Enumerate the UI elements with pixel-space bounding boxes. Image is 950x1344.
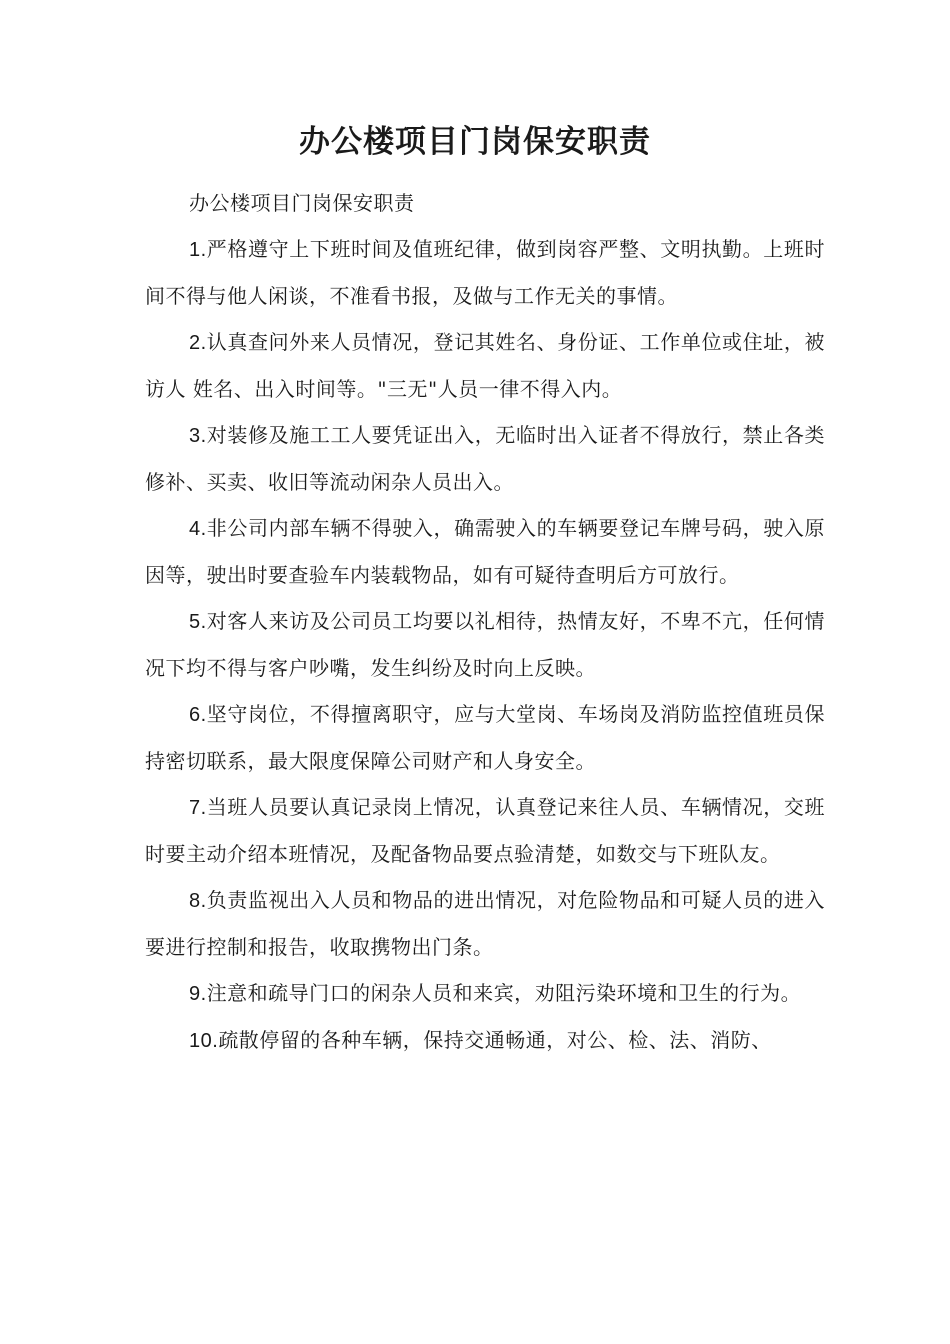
document-title: 办公楼项目门岗保安职责 — [299, 124, 651, 160]
paragraph-text: 注意和疏导门口的闲杂人员和来宾，劝阻污染环境和卫生的行为。 — [206, 981, 802, 1005]
paragraph-text: 负责监视出入人员和物品的进出情况，对危险物品和可疑人员的进入要进行控制和报告，收取携物出门条。 — [145, 888, 825, 959]
paragraph-text: 非公司内部车辆不得驶入，确需驶入的车辆要登记车牌号码，驶入原因等，驶出时要查验车内装载物品，如有可疑待查明后方可放行。 — [145, 516, 825, 587]
paragraph-number: 2. — [189, 332, 207, 354]
paragraph-text: 认真查问外来人员情况，登记其姓名、身份证、工作单位或住址，被访人 姓名、出入时间等。"三无"人员一律不得入内。 — [145, 330, 825, 401]
paragraph-number: 4. — [189, 518, 207, 540]
paragraph-number: 6. — [189, 704, 207, 726]
paragraph-10 — [145, 1017, 825, 1064]
paragraph-text: 疏散停留的各种车辆，保持交通畅通，对公、检、法、消防、 — [218, 1028, 772, 1052]
paragraph-5 — [145, 598, 825, 691]
paragraph-number: 7. — [189, 797, 207, 819]
paragraph-4 — [145, 505, 825, 598]
paragraph-number: 10. — [189, 1030, 219, 1052]
paragraph-9 — [145, 970, 825, 1017]
paragraph-number: 8. — [189, 890, 207, 912]
paragraph-text: 对客人来访及公司员工均要以礼相待，热情友好，不卑不亢，任何情况下均不得与客户吵嘴，发生纠纷及时向上反映。 — [145, 609, 825, 680]
paragraph-number: 5. — [189, 611, 207, 633]
paragraph-6 — [145, 691, 825, 784]
document-subtitle: 办公楼项目门岗保安职责 — [189, 191, 415, 215]
paragraph-number: 9. — [189, 983, 207, 1005]
paragraph-2 — [145, 319, 825, 412]
paragraph-text: 对装修及施工工人要凭证出入，无临时出入证者不得放行，禁止各类修补、买卖、收旧等流动闲杂人员出入。 — [145, 423, 825, 494]
document-body — [145, 180, 825, 1064]
paragraph-8 — [145, 877, 825, 970]
paragraph-text: 坚守岗位，不得擅离职守，应与大堂岗、车场岗及消防监控值班员保持密切联系，最大限度保障公司财产和人身安全。 — [145, 702, 825, 773]
paragraph-text: 当班人员要认真记录岗上情况，认真登记来往人员、车辆情况，交班时要主动介绍本班情况，及配备物品要点验清楚，如数交与下班队友。 — [145, 795, 825, 866]
paragraph-7 — [145, 784, 825, 877]
paragraph-text: 严格遵守上下班时间及值班纪律，做到岗容严整、文明执勤。上班时间不得与他人闲谈，不准看书报，及做与工作无关的事情。 — [145, 237, 825, 308]
paragraph-number: 3. — [189, 425, 207, 447]
paragraph-3 — [145, 412, 825, 505]
paragraph-1 — [145, 226, 825, 319]
paragraph-number: 1. — [189, 239, 207, 261]
